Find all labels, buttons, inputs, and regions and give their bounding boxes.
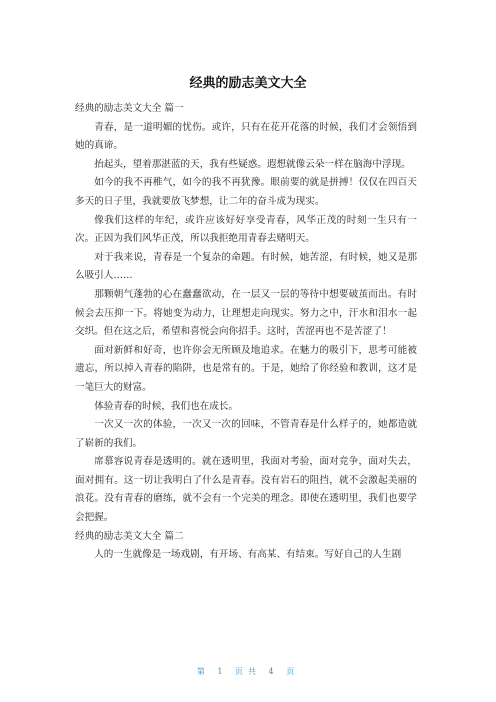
paragraph: 面对新鲜和好奇，也许你会无所顾及地追求。在魅力的吸引下，思考可能被遗忘，所以掉入青春的陷阱，也是常有的。于是，她给了你经验和教训，这才是一笔巨大的财富。 bbox=[75, 344, 417, 393]
paragraph: 那颗朝气蓬勃的心在蠢蠢欲动，在一层又一层的等待中想要破茧而出。有时候会去压抑一下。将她变为动力，让理想走向现实。努力之中，汗水和泪水一起交织。但在这之后，希望和喜悦会向你招手。这时，苦涩再也不是苦涩了！ bbox=[75, 288, 417, 338]
paragraph: 体验青春的时候，我们也在成长。 bbox=[94, 400, 239, 412]
paragraph: 如今的我不再稚气，如今的我不再犹豫。眼前要的就是拼搏！仅仅在四百天多天的日子里，我就要放飞梦想，让二年的奋斗成为现实。 bbox=[75, 177, 417, 207]
paragraph: 席慕容说青春是透明的。就在透明里，我面对考验，面对竞争，面对失去，面对拥有。这一切让我明白了什么是青春。没有岩石的阻挡，就不会激起美丽的浪花。没有青春的磨练，就不会有一个完美的理念。即使在透明里，我们也要学会把握。 bbox=[75, 456, 417, 524]
document-body bbox=[75, 100, 417, 565]
paragraph: 像我们这样的年纪，或许应该好好享受青春，风华正茂的时刻一生只有一次。正因为我们风华正茂，所以我拒绝用青春去赌明天。 bbox=[75, 214, 417, 245]
document-title: 经典的励志美文大全 bbox=[189, 76, 307, 91]
paragraph: 一次又一次的体验，一次又一次的回味，不管青春是什么样子的，她都造就了崭新的我们。 bbox=[75, 419, 417, 449]
footer-suffix: 页 bbox=[286, 667, 300, 676]
footer-current-page: 1 bbox=[217, 667, 228, 676]
paragraph: 青春，是一道明媚的忧伤。或许，只有在花开花落的时候，我们才会领悟到她的真谛。 bbox=[75, 121, 417, 152]
paragraph: 人的一生就像是一场戏剧，有开场、有高某、有结束。写好自己的人生剧 bbox=[94, 549, 402, 561]
paragraph: 对于我来说，青春是一个复杂的命题。有时候，她苦涩，有时候，她又是那么吸引人…… bbox=[75, 251, 417, 282]
section-heading: 经典的励志美文大全 篇二 bbox=[75, 530, 184, 542]
paragraph: 抬起头，望着那湛蓝的天，我有些疑惑。遐想就像云朵一样在脑海中浮现。 bbox=[94, 158, 411, 170]
footer-total-pages: 4 bbox=[268, 667, 279, 676]
footer-prefix: 第 bbox=[196, 667, 210, 676]
page-footer bbox=[0, 667, 496, 677]
section-heading: 经典的励志美文大全 篇一 bbox=[75, 103, 184, 114]
footer-middle: 页共 bbox=[235, 667, 261, 676]
